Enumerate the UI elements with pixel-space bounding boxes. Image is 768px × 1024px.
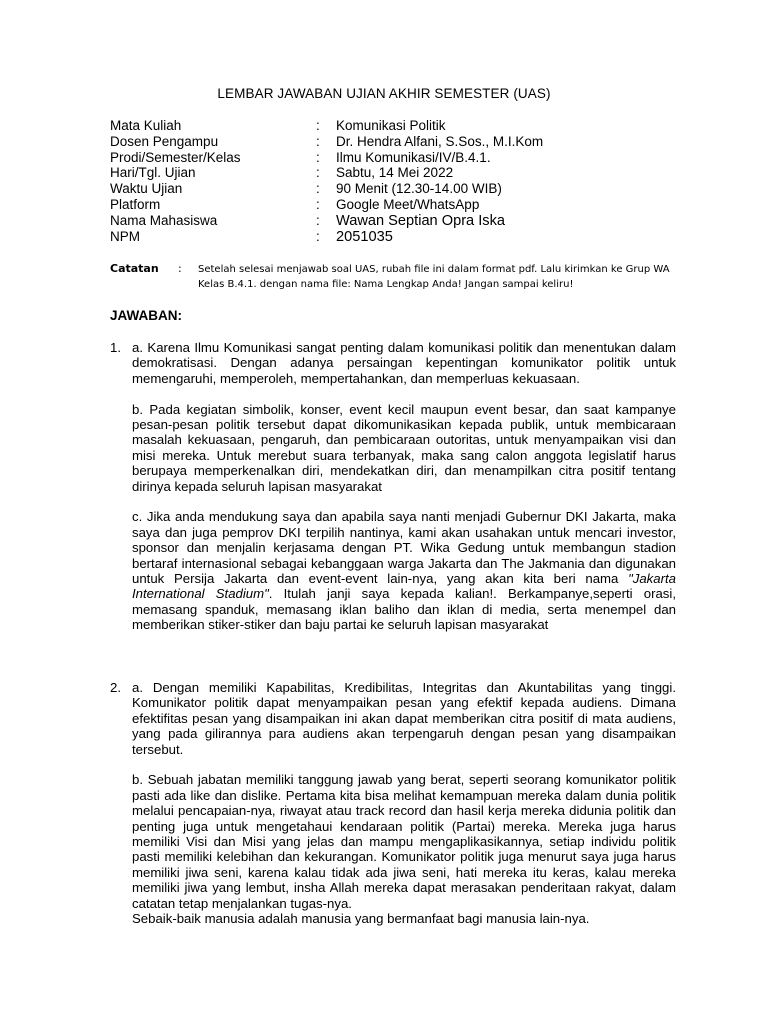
info-label: Hari/Tgl. Ujian xyxy=(110,165,196,181)
answer-part-a: a. Dengan memiliki Kapabilitas, Kredibilitas, Integritas dan Akuntabilitas yang tinggi. Komunikator politik dapat menyampaikan pesan yang efektif kepada audiens. Dimana efektifitas pesan yang disampaikan ini akan dapat memberikan citra positif di mata audiens, yang pada gilirannya para audiens akan terpengaruh dengan pesan yang disampaikan tersebut. xyxy=(132,680,676,757)
answer-body xyxy=(132,680,676,926)
info-separator: : xyxy=(316,181,320,197)
document-title: LEMBAR JAWABAN UJIAN AKHIR SEMESTER (UAS) xyxy=(217,86,551,101)
answer-part-b: b. Sebuah jabatan memiliki tanggung jawab yang berat, seperti seorang komunikator politik pasti ada like dan dislike. Pertama kita bisa melihat kemampuan mereka dalam dunia politik melalui pencapaian-nya, riwayat atau track record dan hasil kerja mereka didunia politik dan penting juga untuk mengetahaui kendaraan politik (Partai) mereka. Mereka juga harus memiliki Visi dan Misi yang jelas dan mampu mengaplikasikannya, setiap individu politik pasti memiliki kelebihan dan kekurangan. Komunikator politik juga menurut saya juga harus memiliki jiwa seni, karena kalau tidak ada jiwa seni, hati mereka itu keras, kalau mereka memiliki jiwa yang lembut, insha Allah mereka dapat merasakan penderitaan rakyat, dalam catatan tetap menjalankan tugas-nya. xyxy=(132,772,676,911)
info-value: Komunikasi Politik xyxy=(336,118,446,133)
answer-part-a: a. Karena Ilmu Komunikasi sangat penting dalam komunikasi politik dan menentukan dalam demokratisasi. Dengan adanya persaingan kepentingan komunikator politik untuk memengaruhi, memperoleh, mempertahankan, dan memperluas kekuasaan. xyxy=(132,340,676,386)
info-label: Prodi/Semester/Kelas xyxy=(110,149,241,165)
info-value: Dr. Hendra Alfani, S.Sos., M.I.Kom xyxy=(336,133,544,149)
info-label: Mata Kuliah xyxy=(110,118,182,133)
info-value: Google Meet/WhatsApp xyxy=(336,196,480,212)
info-value: 2051035 xyxy=(336,229,393,246)
info-value: Ilmu Komunikasi/IV/B.4.1. xyxy=(336,149,491,165)
info-separator: : xyxy=(316,229,320,245)
info-value: 90 Menit (12.30-14.00 WIB) xyxy=(336,181,502,197)
info-separator: : xyxy=(316,118,320,133)
answer-number: 2. xyxy=(110,680,121,695)
info-label: Platform xyxy=(110,196,161,212)
note-separator: : xyxy=(178,262,182,275)
answer-part-b: b. Pada kegiatan simbolik, konser, event kecil maupun event besar, dan saat kampanye pesan-pesan politik tersebut dapat dikomunikasikan kepada publik, untuk membicaraan masalah kekuasaan, pengaruh, dan pembicaraan outoritas, untuk menyampaikan visi dan misi mereka. Untuk merebut suara terbanyak, maka sang calon anggota legislatif harus berupaya memperkenalkan diri, mendekatkan diri, dan menampilkan citra positif tentang dirinya kepada seluruh lapisan masyarakat xyxy=(132,401,676,494)
info-separator: : xyxy=(316,165,320,181)
answer-part-c-text: c. Jika anda mendukung saya dan apabila saya nanti menjadi Gubernur DKI Jakarta, maka saya dan juga pemprov DKI terpilih nantinya, kami akan usahakan untuk mencari investor, sponsor dan menjalin kerjasama dengan PT. Wika Gedung untuk membangun stadion bertaraf internasional sebagai kebanggaan warga Jakarta dan The Jakmania dan digunakan untuk Persija Jakarta dan event-event lain-nya, yang akan kita beri nama xyxy=(132,509,676,587)
stadium-name: "Jakarta International Stadium" xyxy=(132,571,676,602)
info-value: Wawan Septian Opra Iska xyxy=(336,212,505,229)
answer-number: 1. xyxy=(110,340,121,355)
answer-part-c-text-end: . Itulah janji saya kepada kalian!. Berkampanye,seperti orasi, memasang spanduk, memasang iklan baliho dan iklan di media, serta menempel dan memberikan stiker-stiker dan baju partai ke seluruh lapisan masyarakat xyxy=(132,586,676,633)
info-value: Sabtu, 14 Mei 2022 xyxy=(336,165,454,181)
answer-part-c xyxy=(132,509,676,632)
answer-body xyxy=(132,340,676,633)
info-separator: : xyxy=(316,133,320,149)
info-separator: : xyxy=(316,212,320,228)
info-separator: : xyxy=(316,196,320,212)
info-label: Waktu Ujian xyxy=(110,181,183,197)
info-label: NPM xyxy=(110,229,140,245)
note-label: Catatan xyxy=(110,262,159,275)
info-separator: : xyxy=(316,149,320,165)
info-label: Dosen Pengampu xyxy=(110,133,219,149)
info-label: Nama Mahasiswa xyxy=(110,212,218,228)
answer-part-b-closing: Sebaik-baik manusia adalah manusia yang bermanfaat bagi manusia lain-nya. xyxy=(132,911,590,927)
note-text: Setelah selesai menjawab soal UAS, rubah file ini dalam format pdf. Lalu kirimkan ke Grup WA Kelas B.4.1. dengan nama file: Nama Lengkap Anda! Jangan sampai keliru! xyxy=(198,264,670,290)
answers-heading: JAWABAN: xyxy=(110,308,183,323)
